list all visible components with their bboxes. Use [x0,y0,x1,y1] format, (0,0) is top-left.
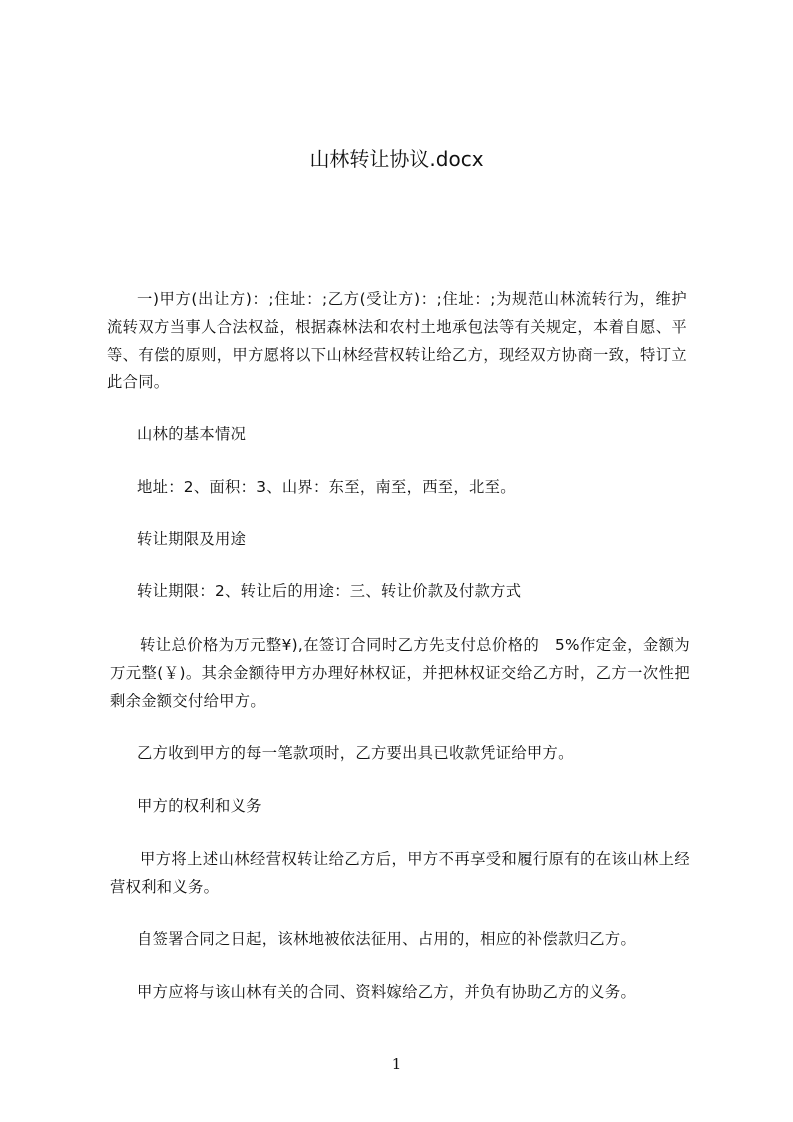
heading-party-a-rights: 甲方的权利和义务 [137,797,262,815]
paragraph-address: 地址：2、面积：3、山界：东至，南至，西至，北至。 [137,478,516,496]
document-title: 山林转让协议.docx [309,147,484,171]
paragraph-documents: 甲方应将与该山林有关的合同、资料嫁给乙方，并负有协助乙方的义务。 [137,983,637,1001]
paragraph-parties: 一)甲方(出让方)：;住址：;乙方(受让方)：;住址：;为规范山林流转行为，维护流转双方当事人合法权益，根据森林法和农村土地承包法等有关规定，本着自愿、平等、有偿的原则，甲方愿将以下山林经营权转让给乙方，现经双方协商一致，特订立此合同。 [107,290,687,392]
paragraph-transfer-rights: 甲方将上述山林经营权转让给乙方后，甲方不再享受和履行原有的在该山林上经营权利和义务。 [110,850,690,896]
paragraph-price: 转让总价格为万元整¥),在签订合同时乙方先支付总价格的 5%作定金，金额为万元整(￥)。其余金额待甲方办理好林权证，并把林权证交给乙方时，乙方一次性把剩余金额交付给甲方。 [110,636,690,710]
paragraph-compensation: 自签署合同之日起，该林地被依法征用、占用的，相应的补偿款归乙方。 [137,930,637,948]
heading-term-use: 转让期限及用途 [137,530,247,548]
paragraph-term: 转让期限：2、转让后的用途：三、转让价款及付款方式 [137,582,522,600]
page-number: 1 [391,1055,402,1073]
paragraph-receipt: 乙方收到甲方的每一笔款项时，乙方要出具已收款凭证给甲方。 [137,744,574,762]
heading-basic-info: 山林的基本情况 [137,425,247,443]
